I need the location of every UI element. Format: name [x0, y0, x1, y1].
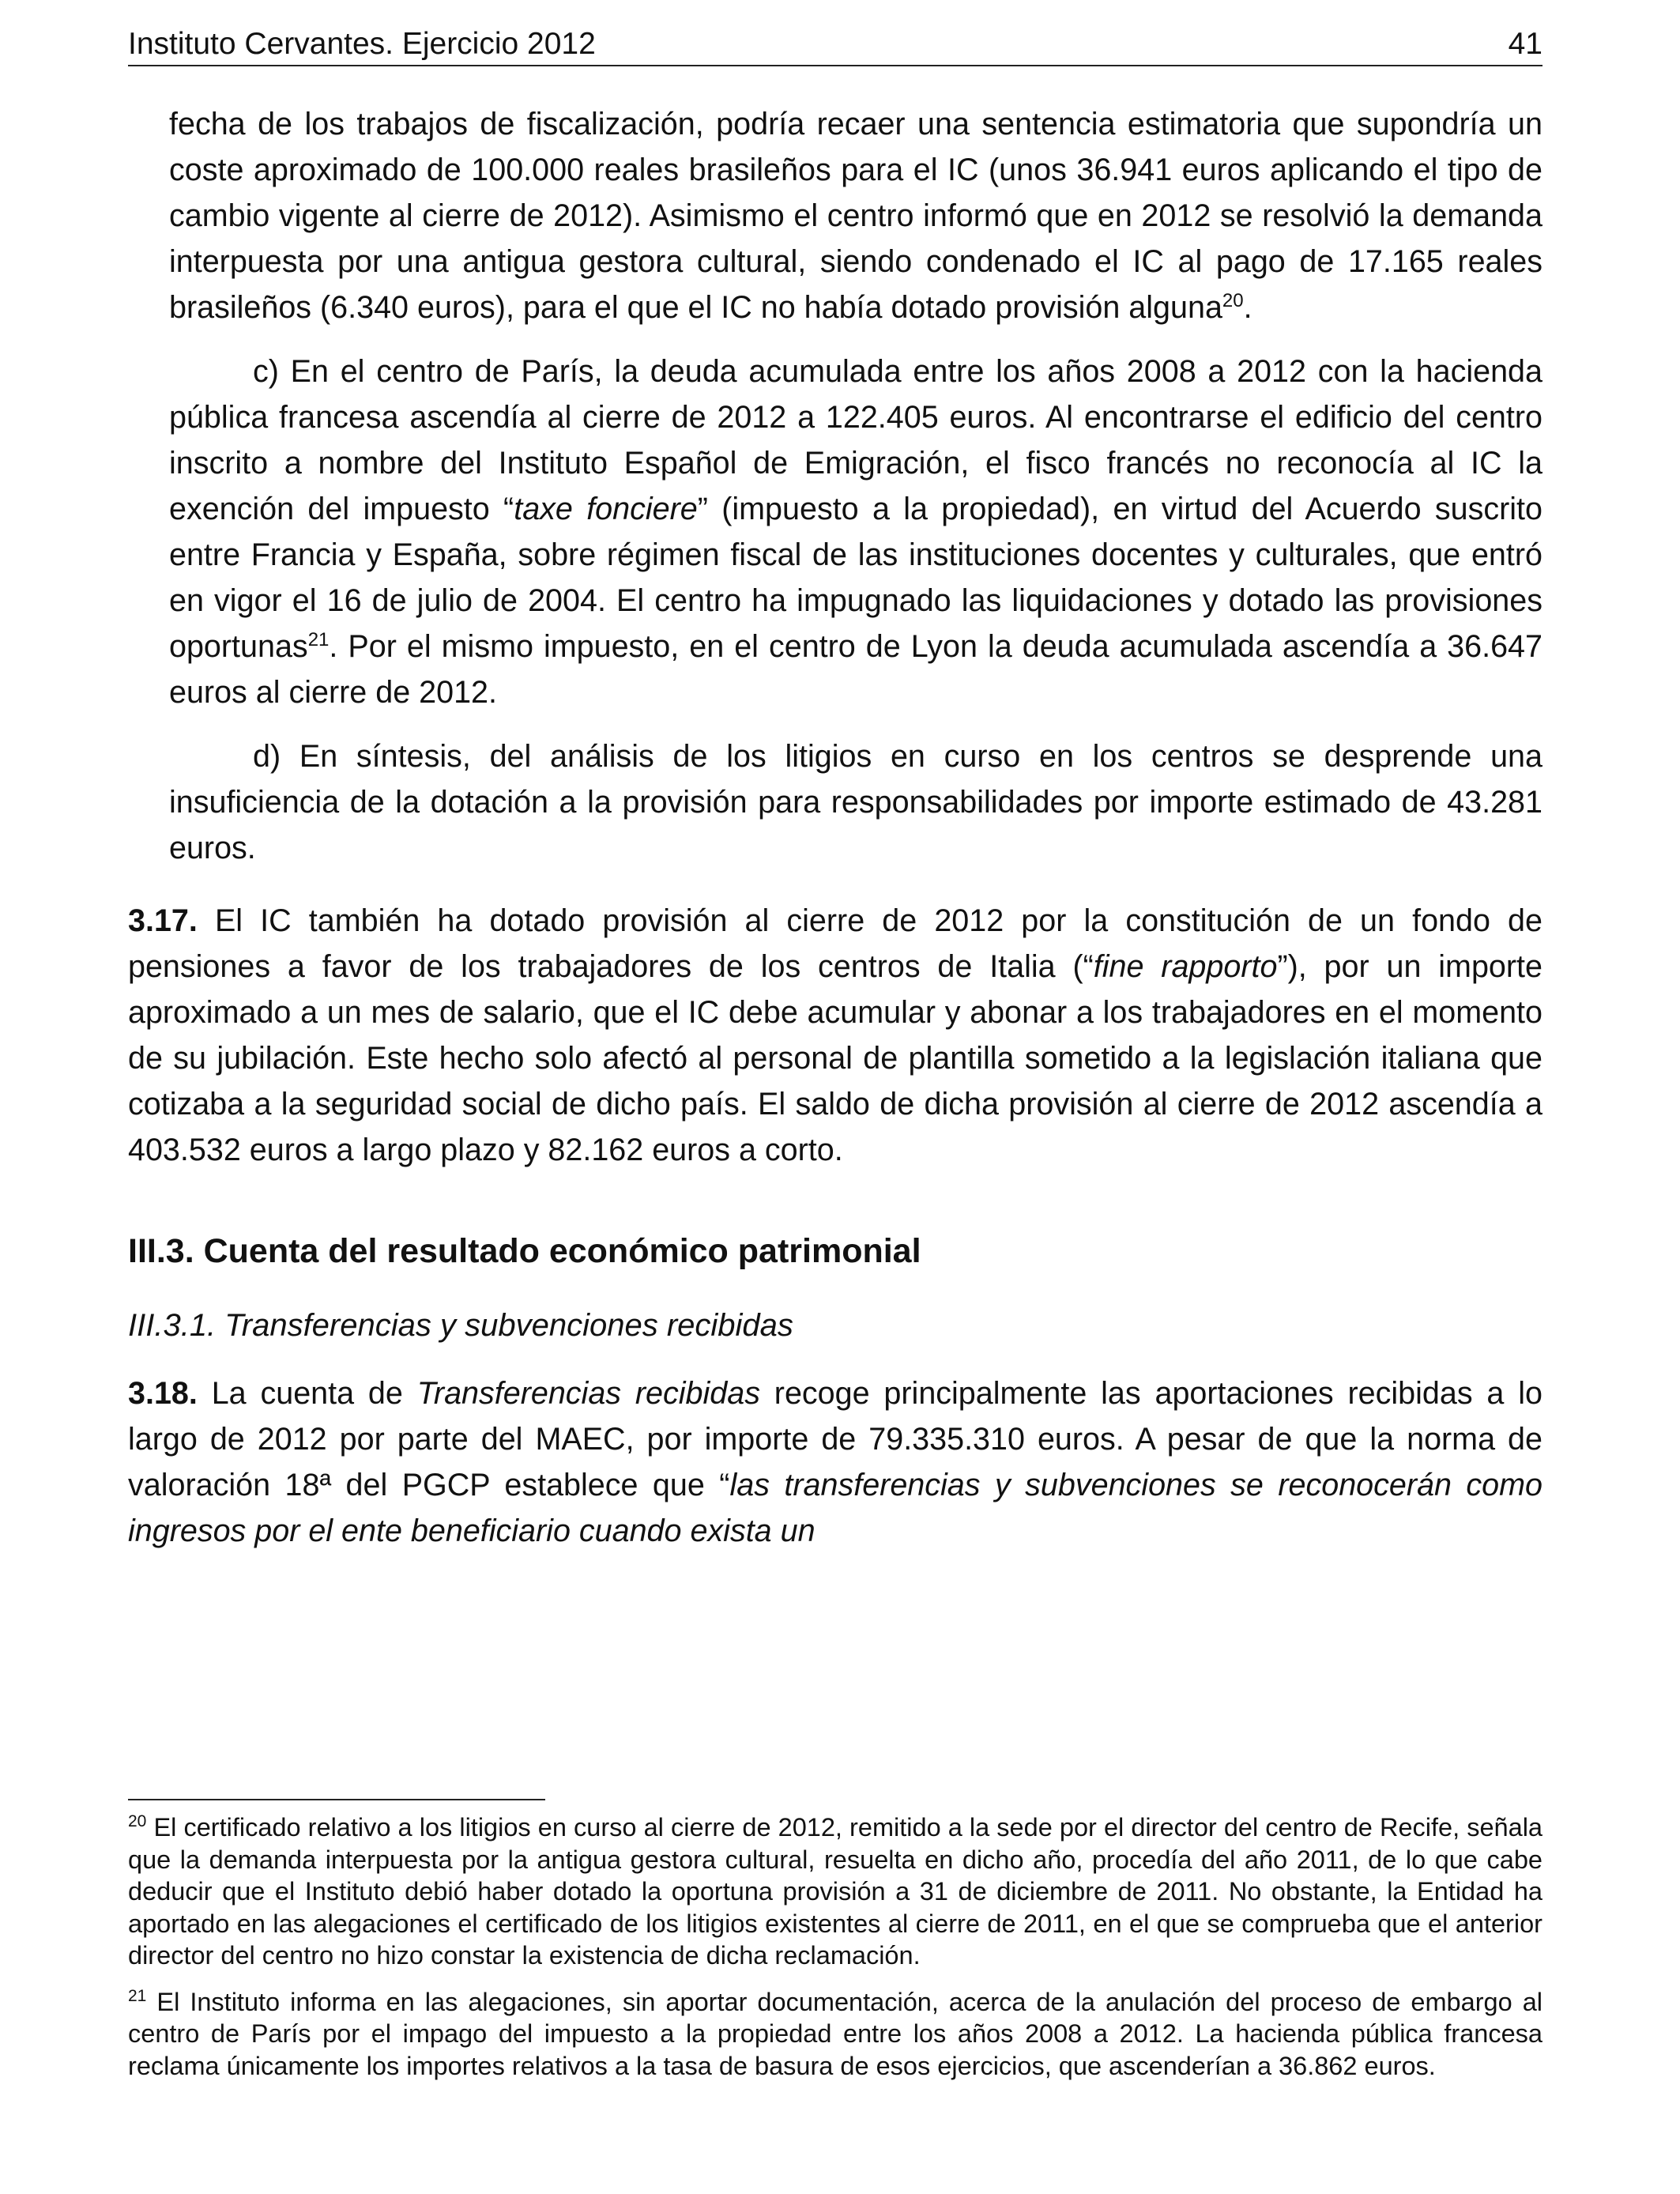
subsection-heading: III.3.1. Transferencias y subvenciones recibidas	[128, 1308, 793, 1343]
page-number: 41	[1508, 27, 1543, 61]
footnote-ref-21[interactable]: 21	[307, 628, 330, 650]
footnote-marker: 21	[128, 1986, 147, 2005]
paragraph-3-18: 3.18. La cuenta de Transferencias recibidas recoge principalmente las aportaciones recibidas a lo largo de 2012 por parte del MAEC, por importe de 79.335.310 euros. A pesar de que la norma de valoración 18ª del PGCP establece que “las transferencias y subvenciones se reconocerán como ingresos por el ente beneficiario cuando exista un	[128, 1376, 1543, 1548]
footnote-marker: 20	[128, 1812, 147, 1831]
document-page	[128, 0, 1543, 2194]
footnote-separator	[128, 1799, 545, 1800]
footnote-20: $^{20}$ El certificado relativo a los litigios en curso al cierre de 2012, remitido a la sede por el director del centro de Recife, señala que la demanda interpuesta por la antigua gestora cultural, resuelta en dicho año, procedía del año 2011, de lo que cabe deducir que el Instituto debió haber dotado la oportuna provisión a 31 de diciembre de 2011. No obstante, la Entidad ha aportado en las alegaciones el certificado de los litigios existentes al cierre de 2011, en el que se comprueba que el anterior director del centro no hizo constar la existencia de dicha reclamación.	[128, 1812, 1543, 1970]
body-text	[128, 101, 1543, 1572]
paragraph-number: 3.18.	[128, 1376, 198, 1411]
paragraph-c: c) En el centro de París, la deuda acumulada entre los años 2008 a 2012 con la hacienda pública francesa ascendía al cierre de 2012 a 122.405 euros. Al encontrarse el edificio del centro inscrito a nombre del Instituto Español de Emigración, el fisco francés no reconocía al IC la exención del impuesto “taxe fonciere” (impuesto a la propiedad), en virtud del Acuerdo suscrito entre Francia y España, sobre régimen fiscal de las instituciones docentes y culturales, que entró en vigor el 16 de julio de 2004. El centro ha impugnado las liquidaciones y dotado las provisiones oportunas$^{21}$. Por el mismo impuesto, en el centro de Lyon la deuda acumulada ascendía a 36.647 euros al cierre de 2012.	[169, 354, 1543, 710]
continued-block	[128, 101, 1543, 871]
footnotes	[128, 1811, 1543, 2096]
paragraph-continued: fecha de los trabajos de fiscalización, podría recaer una sentencia estimatoria que supondría un coste aproximado de 100.000 reales brasileños para el IC (unos 36.941 euros aplicando el tipo de cambio vigente al cierre de 2012). Asimismo el centro informó que en 2012 se resolvió la demanda interpuesta por una antigua gestora cultural, siendo condenado el IC al pago de 17.165 reales brasileños (6.340 euros), para el que el IC no había dotado provisión alguna$^{20}$.	[169, 107, 1543, 325]
footnote-21: $^{21}$ El Instituto informa en las alegaciones, sin aportar documentación, acerca de la anulación del proceso de embargo al centro de París por el impago del impuesto a la propiedad entre los años 2008 a 2012. La hacienda pública francesa reclama únicamente los importes relativos a la tasa de basura de esos ejercicios, que ascenderían a 36.862 euros.	[128, 1986, 1543, 2080]
running-header	[128, 24, 1543, 66]
paragraph-number: 3.17.	[128, 903, 198, 938]
footnote-ref-20[interactable]: 20	[1222, 289, 1244, 311]
paragraph-d: d) En síntesis, del análisis de los litigios en curso en los centros se desprende una insuficiencia de la dotación a la provisión para responsabilidades por importe estimado de 43.281 euros.	[169, 739, 1543, 865]
section-heading: III.3. Cuenta del resultado económico patrimonial	[128, 1232, 921, 1270]
header-title: Instituto Cervantes. Ejercicio 2012	[128, 27, 596, 61]
paragraph-3-17: 3.17. El IC también ha dotado provisión al cierre de 2012 por la constitución de un fondo de pensiones a favor de los trabajadores de los centros de Italia (“fine rapporto”), por un importe aproximado a un mes de salario, que el IC debe acumular y abonar a los trabajadores en el momento de su jubilación. Este hecho solo afectó al personal de plantilla sometido a la legislación italiana que cotizaba a la seguridad social de dicho país. El saldo de dicha provisión al cierre de 2012 ascendía a 403.532 euros a largo plazo y 82.162 euros a corto.	[128, 903, 1543, 1167]
